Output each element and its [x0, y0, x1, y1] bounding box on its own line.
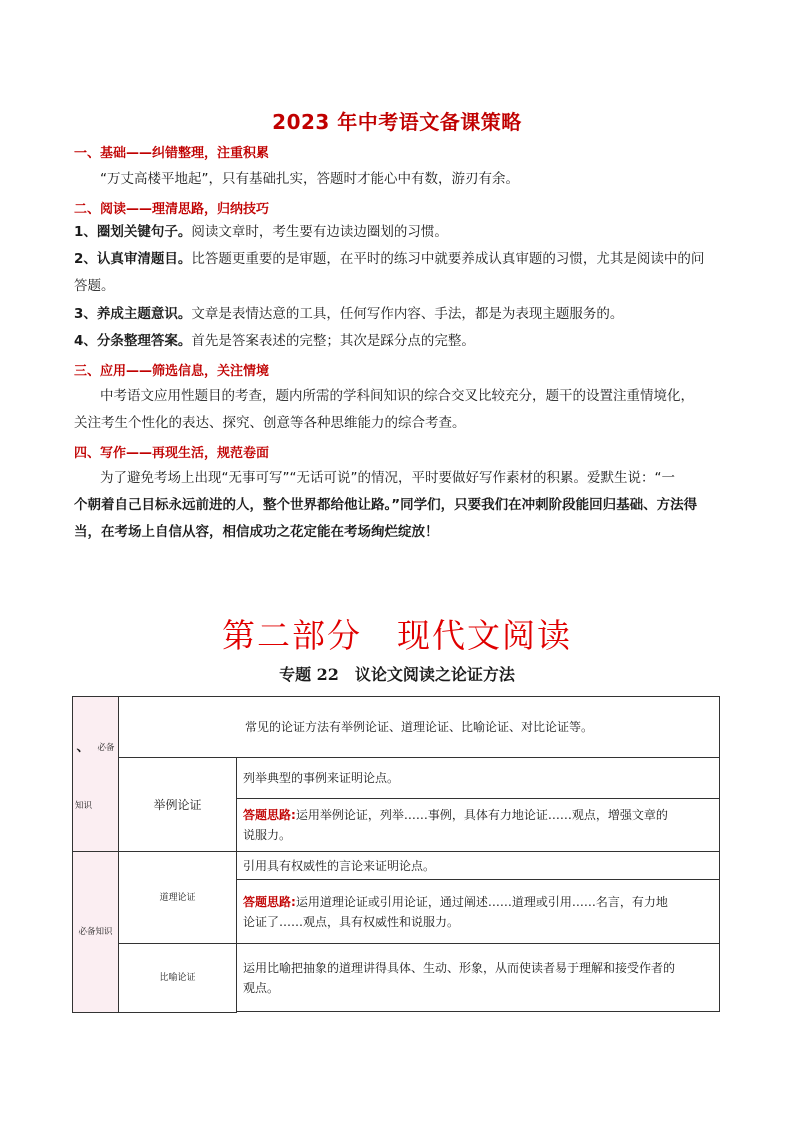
definition-cell: 列举典型的事例来证明论点。: [237, 758, 720, 799]
definition-text: 运用比喻把抽象的道理讲得具体、生动、形象，从而使读者易于理解和接受作者的: [243, 960, 676, 975]
definition-cell: 引用具有权威性的言论来证明论点。: [237, 852, 720, 880]
category-metaphor: 比喻论证: [119, 944, 237, 1013]
section-heading-application: 三、应用——筛选信息，关注情境: [74, 364, 270, 379]
list-item-label: 2、认真审清题目。: [74, 251, 192, 267]
hint-cell: [237, 799, 720, 852]
list-item-continuation: 答题。: [74, 278, 115, 294]
table-spacer: [237, 1012, 720, 1013]
document-title: 2023 年中考语文备课策略: [272, 110, 522, 134]
side-label-top: [73, 697, 119, 852]
list-item-label: 3、养成主题意识。: [74, 306, 192, 322]
category-reasoning: 道理论证: [119, 852, 237, 944]
part-subtitle: 专题 22 议论文阅读之论证方法: [279, 665, 515, 684]
section-paragraph: 中考语文应用性题目的考查，题内所需的学科间知识的综合交叉比较充分，题干的设置注重情境化，: [100, 388, 694, 404]
definition-cont: 观点。: [243, 980, 280, 995]
part-title: 第二部分 现代文阅读: [222, 616, 572, 655]
knowledge-table: [72, 696, 720, 1013]
list-item: [74, 300, 724, 328]
section-paragraph: 当，在考场上自信从容，相信成功之花定能在考场绚烂绽放！: [74, 524, 439, 540]
side-label-text: 必备: [97, 743, 115, 753]
list-item-text: 比答题更重要的是审题，在平时的练习中就要养成认真审题的习惯，尤其是阅读中的问: [191, 251, 705, 267]
side-label-bottom-block: 必备知识: [73, 852, 119, 1013]
hint-label: 答题思路:: [243, 894, 296, 909]
category-example: 举例论证: [119, 758, 237, 852]
hint-label: 答题思路:: [243, 808, 296, 822]
hint-cell: [237, 880, 720, 944]
list-item-text: 阅读文章时，考生要有边读边圈划的习惯。: [191, 224, 448, 240]
section-heading-reading: 二、阅读——理清思路，归纳技巧: [74, 202, 270, 217]
list-item: [74, 327, 724, 355]
list-item: [74, 218, 724, 246]
section-paragraph: “万丈高楼平地起”，只有基础扎实，答题时才能心中有数，游刃有余。: [100, 171, 519, 187]
section-heading-writing: 四、写作——再现生活，规范卷面: [74, 446, 270, 461]
hint-cont: 说服力。: [243, 828, 292, 842]
hint-text: 运用举例论证，列举……事例，具体有力地论证……观点，增强文章的: [295, 808, 668, 822]
list-item: [74, 245, 724, 273]
list-item-label: 1、圈划关键句子。: [74, 224, 192, 240]
hint-text: 运用道理论证或引用论证，通过阐述……道理或引用……名言，有力地: [295, 894, 668, 909]
side-label-bottom: 知识: [75, 801, 93, 811]
definition-cell: [237, 944, 720, 1012]
list-item-text: 首先是答案表述的完整；其次是踩分点的完整。: [191, 333, 475, 349]
section-paragraph: 个朝着自己目标永远前进的人，整个世界都给他让路。”同学们，只要我们在冲刺阶段能回归基础、方法得: [74, 497, 698, 513]
hint-cont: 论证了……观点，具有权威性和说服力。: [243, 914, 460, 929]
section-paragraph: 关注考生个性化的表达、探究、创意等各种思维能力的综合考查。: [74, 415, 466, 431]
list-item-label: 4、分条整理答案。: [74, 333, 192, 349]
list-item-text: 文章是表情达意的工具，任何写作内容、手法，都是为表现主题服务的。: [191, 306, 624, 322]
section-paragraph: 为了避免考场上出现“无事可写”“无话可说”的情况，平时要做好写作素材的积累。爱默生说：“一: [100, 470, 675, 486]
table-intro: 常见的论证方法有举例论证、道理论证、比喻论证、对比论证等。: [119, 697, 720, 758]
section-heading-basics: 一、基础——纠错整理，注重积累: [74, 146, 270, 161]
side-mark: 、: [76, 740, 90, 755]
